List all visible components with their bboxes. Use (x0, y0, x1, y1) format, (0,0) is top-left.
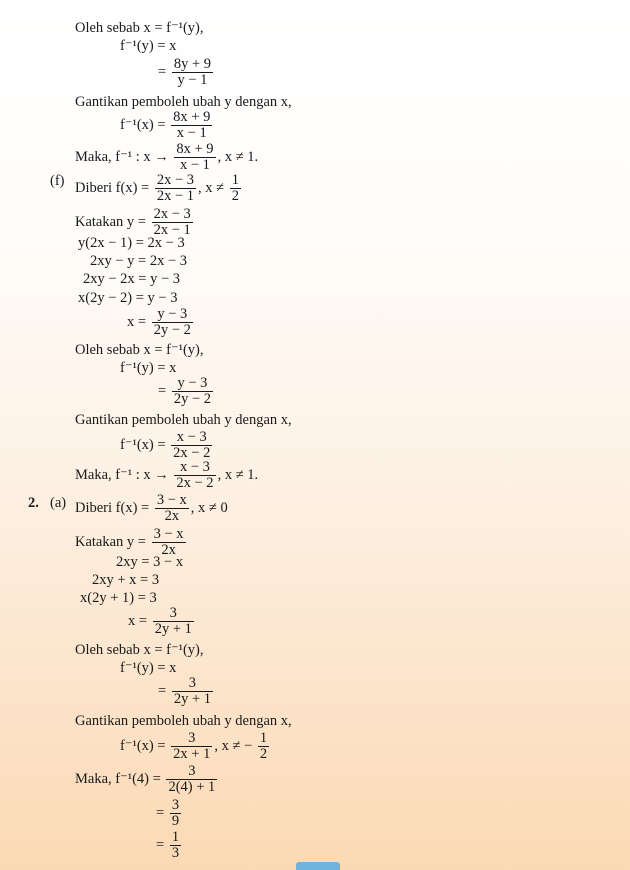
e-gantikan-line: Gantikan pemboleh ubah y dengan x, (75, 94, 292, 110)
fraction: $\frac{8x + 9}{x - 1}$ (173, 109, 211, 141)
fraction: $\frac{y - 3}{2y - 2}$ (173, 375, 211, 407)
f-finv-y-eq: = $\frac{y - 3}{2y - 2}$ (158, 375, 211, 407)
q2-finv-x: f⁻¹(x) = $\frac{3}{2x + 1}$ , x ≠ − $\frac{1}{2}$ (120, 730, 268, 762)
fraction: $\frac{y - 3}{2y - 2}$ (153, 306, 191, 338)
fraction: $\frac{8y + 9}{y - 1}$ (173, 56, 211, 88)
fraction: $\frac{8x + 9}{x - 1}$ (176, 141, 214, 173)
fraction: $\frac{3}{2y + 1}$ (154, 605, 192, 637)
f-finv-y: f⁻¹(y) = x (120, 360, 177, 376)
q2-finv-y-eq: = $\frac{3}{2y + 1}$ (158, 675, 211, 707)
q2-step-2: 2xy + x = 3 (92, 572, 160, 588)
e-maka-line: Maka, f⁻¹ : x → $\frac{8x + 9}{x - 1}$ , x ≠ 1. (75, 141, 259, 173)
fraction: $\frac{3}{2x + 1}$ (173, 730, 211, 762)
q2-step-3: x(2y + 1) = 3 (80, 590, 157, 606)
q2-step-4: x = $\frac{3}{2y + 1}$ (128, 605, 192, 637)
e-finv-y-eq: = $\frac{8y + 9}{y - 1}$ (158, 56, 211, 88)
e-finv-x: f⁻¹(x) = $\frac{8x + 9}{x - 1}$ (120, 109, 211, 141)
f-finv-x: f⁻¹(x) = $\frac{x - 3}{2x - 2}$ (120, 429, 211, 461)
fraction: $\frac{3 - x}{2x}$ (156, 492, 187, 524)
fraction: $\frac{3 - x}{2x}$ (153, 526, 184, 558)
e-oleh-line: Oleh sebab x = f⁻¹(y), (75, 20, 204, 36)
fraction: $\frac{2x - 3}{2x - 1}$ (156, 172, 195, 204)
fraction: $\frac{3}{9}$ (171, 797, 180, 829)
page-tab-decoration (296, 862, 340, 870)
fraction: $\frac{2x - 3}{2x - 1}$ (153, 206, 191, 238)
q2-katakan-line: Katakan y = $\frac{3 - x}{2x}$ (75, 526, 184, 558)
q2-label: (a) (50, 495, 67, 511)
fraction: $\frac{1}{3}$ (171, 829, 180, 861)
fraction: $\frac{1}{2}$ (231, 172, 239, 204)
fraction: $\frac{1}{2}$ (259, 730, 268, 762)
fraction: $\frac{3}{2(4) + 1}$ (168, 763, 216, 795)
q2-oleh-line: Oleh sebab x = f⁻¹(y), (75, 642, 204, 658)
q2-maka-line: Maka, f⁻¹(4) = $\frac{3}{2(4) + 1}$ (75, 763, 216, 795)
f-step-1: y(2x − 1) = 2x − 3 (78, 235, 185, 251)
f-oleh-line: Oleh sebab x = f⁻¹(y), (75, 342, 204, 358)
fraction: $\frac{x - 3}{2x - 2}$ (176, 459, 214, 491)
f-step-3: 2xy − 2x = y − 3 (83, 271, 181, 287)
f-gantikan-line: Gantikan pemboleh ubah y dengan x, (75, 412, 292, 428)
q2-result-1: = $\frac{3}{9}$ (156, 797, 180, 829)
q2-step-1: 2xy = 3 − x (116, 554, 184, 570)
f-maka-line: Maka, f⁻¹ : x → $\frac{x - 3}{2x - 2}$ , x ≠ 1. (75, 459, 259, 491)
e-finv-y: f⁻¹(y) = x (120, 38, 177, 54)
fraction: $\frac{3}{2y + 1}$ (173, 675, 211, 707)
q2-result-2: = $\frac{1}{3}$ (156, 829, 180, 861)
f-step-2: 2xy − y = 2x − 3 (90, 253, 188, 269)
q2-diberi-line: Diberi f(x) = $\frac{3 - x}{2x}$ , x ≠ 0 (75, 492, 228, 524)
f-katakan-line: Katakan y = $\frac{2x - 3}{2x - 1}$ (75, 206, 191, 238)
q2-number: 2. (28, 495, 39, 511)
q2-finv-y: f⁻¹(y) = x (120, 660, 177, 676)
f-label: (f) (50, 173, 65, 189)
f-step-5: x = $\frac{y - 3}{2y - 2}$ (127, 306, 191, 338)
f-step-4: x(2y − 2) = y − 3 (78, 290, 178, 306)
f-diberi-line: Diberi f(x) = $\frac{2x - 3}{2x - 1}$ , x ≠ $\frac{1}{2}$ (75, 172, 239, 204)
fraction: $\frac{x - 3}{2x - 2}$ (173, 429, 211, 461)
q2-gantikan-line: Gantikan pemboleh ubah y dengan x, (75, 713, 292, 729)
